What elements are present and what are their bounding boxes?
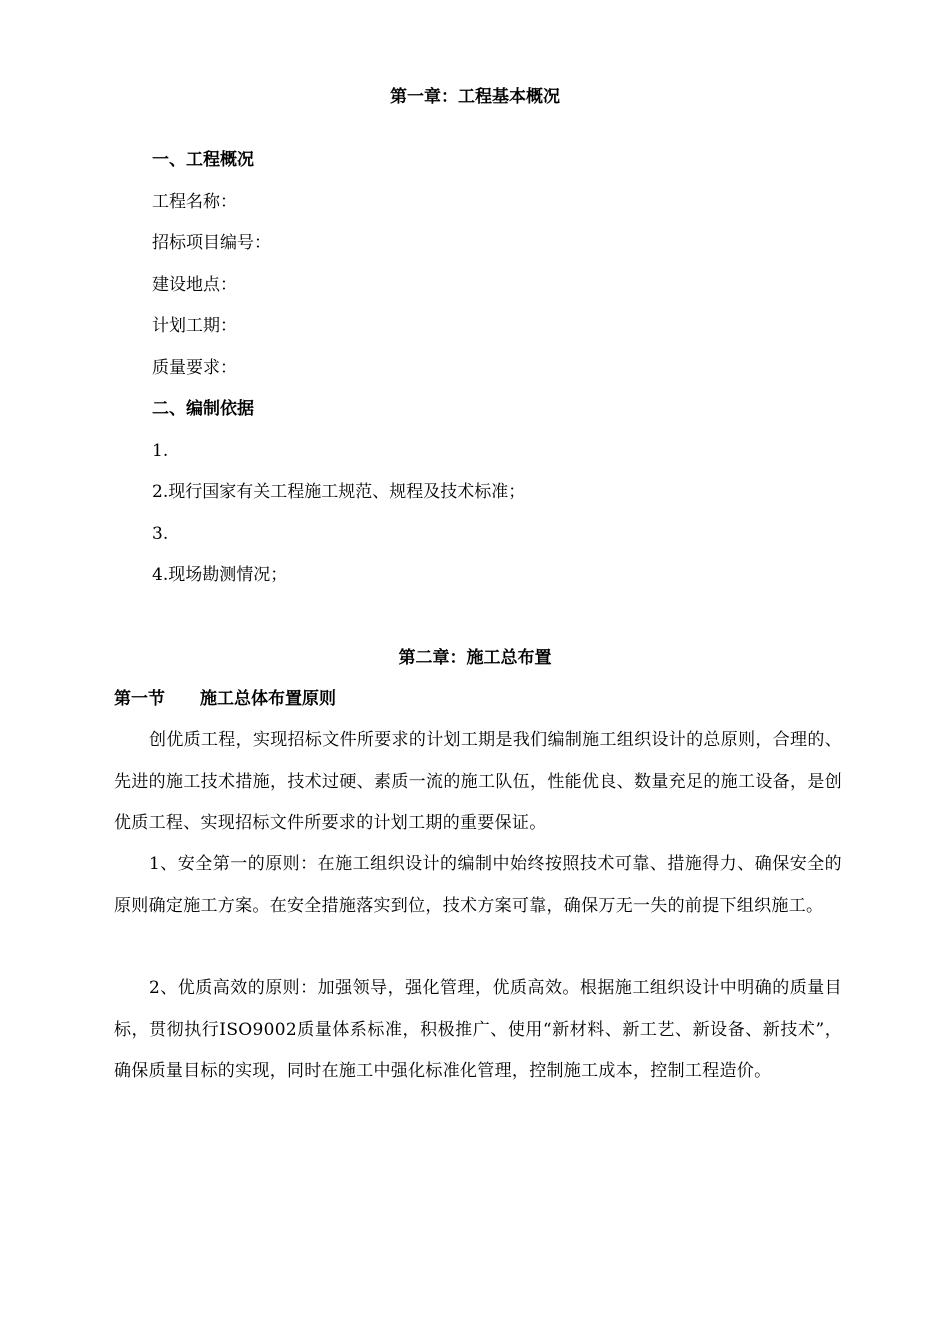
section-overview-heading: 一、工程概况 — [152, 150, 254, 170]
chapter-1-title: 第一章：工程基本概况 — [390, 87, 560, 107]
section-title: 施工总体布置原则 — [200, 689, 336, 709]
basis-item-2: 2.现行国家有关工程施工规范、规程及技术标准； — [152, 482, 526, 502]
basis-item-1: 1. — [152, 441, 169, 461]
field-tender-number: 招标项目编号： — [152, 233, 271, 253]
field-schedule: 计划工期： — [152, 316, 237, 336]
basis-item-3: 3. — [152, 524, 169, 544]
section-heading — [114, 688, 336, 710]
field-project-name: 工程名称： — [152, 192, 237, 212]
basis-item-4: 4.现场勘测情况； — [152, 565, 288, 585]
field-quality: 质量要求： — [152, 358, 237, 378]
paragraph-general-principle: 创优质工程，实现招标文件所要求的计划工期是我们编制施工组织设计的总原则，合理的、先进的施工技术措施，技术过硬、素质一流的施工队伍，性能优良、数量充足的施工设备，是创优质工程、实现招标文件所要求的计划工期的重要保证。 — [114, 730, 842, 833]
field-location: 建设地点： — [152, 275, 237, 295]
chapter-2-title: 第二章：施工总布置 — [398, 648, 552, 668]
section-number: 第一节 — [114, 689, 165, 709]
paragraph-safety-principle: 1、安全第一的原则：在施工组织设计的编制中始终按照技术可靠、措施得力、确保安全的原则确定施工方案。在安全措施落实到位，技术方案可靠，确保万无一失的前提下组织施工。 — [114, 854, 842, 916]
section-basis-heading: 二、编制依据 — [152, 399, 254, 419]
paragraph-quality-principle: 2、优质高效的原则：加强领导，强化管理，优质高效。根据施工组织设计中明确的质量目标，贯彻执行ISO9002质量体系标准，积极推广、使用“新材料、新工艺、新设备、新技术”，确保质量目标的实现，同时在施工中强化标准化管理，控制施工成本，控制工程造价。 — [114, 978, 842, 1081]
